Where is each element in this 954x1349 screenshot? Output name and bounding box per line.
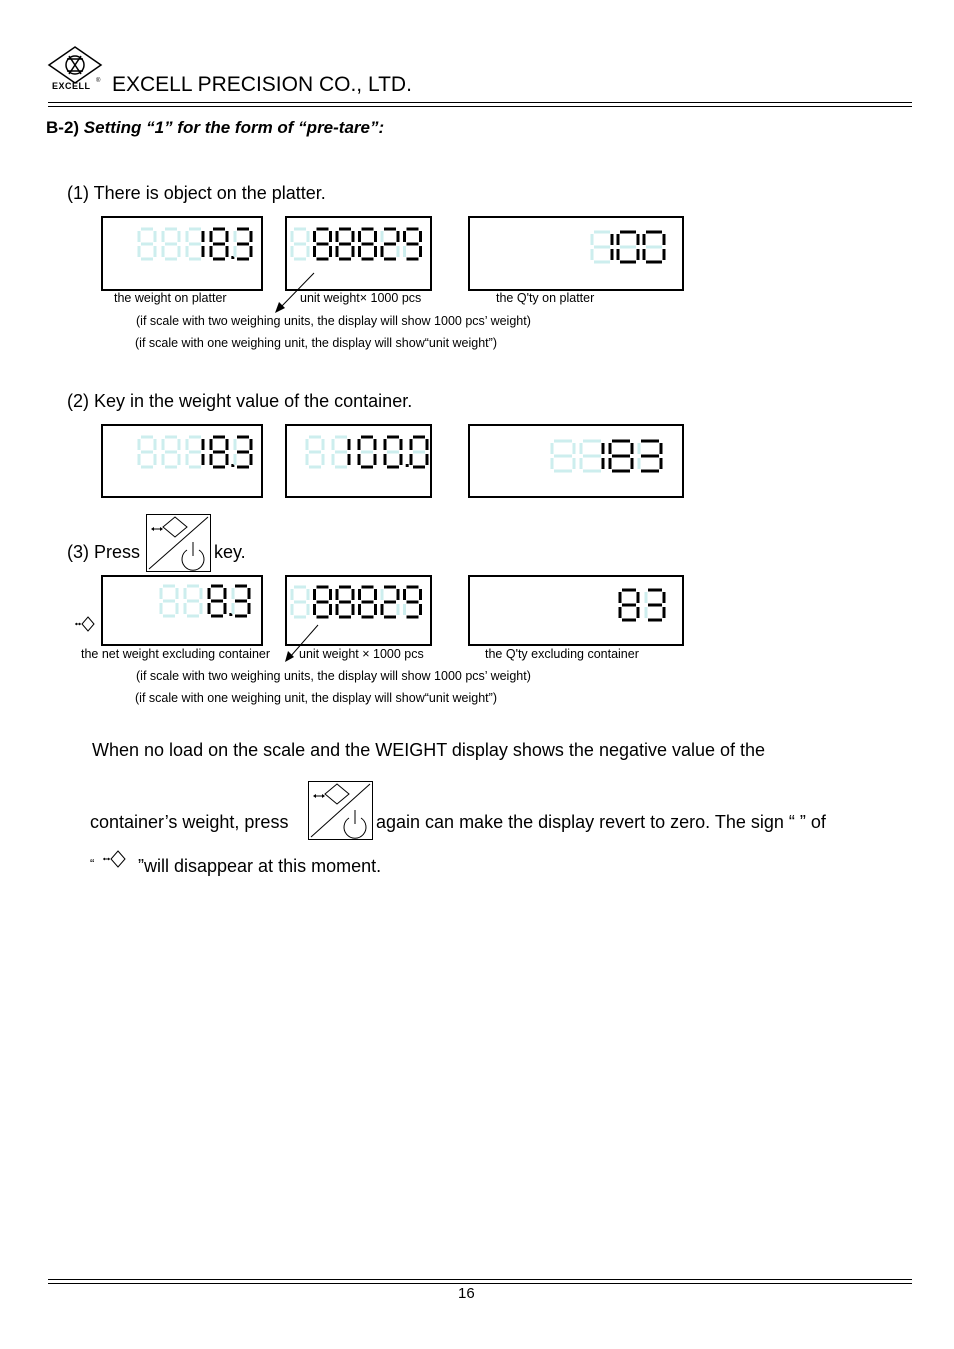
lcd-digits	[470, 218, 682, 289]
caption-weight-on-platter: the weight on platter	[114, 291, 227, 305]
caption-qty-on-platter: the Q'ty on platter	[496, 291, 595, 305]
lcd-digits	[103, 218, 261, 289]
header-rule-bottom	[48, 106, 912, 107]
tare-sign-icon	[102, 850, 126, 868]
section-title-text: Setting “1” for the form of “pre-tare”:	[83, 118, 385, 137]
step1-heading: (1) There is object on the platter.	[67, 183, 326, 203]
caption-unit-weight: unit weight × 1000 pcs	[299, 647, 424, 661]
tare-sign-icon	[74, 616, 96, 632]
header-rule-top	[48, 102, 912, 103]
company-name: EXCELL PRECISION CO., LTD.	[112, 73, 412, 96]
caption-unit-weight: unit weight× 1000 pcs	[300, 291, 422, 305]
note-one-unit: (if scale with one weighing unit, the display will show“unit weight”)	[135, 336, 497, 350]
logo-text: EXCELL	[52, 81, 91, 91]
paragraph-line2-after: again can make the display revert to zero. The sign “ ” of	[376, 812, 826, 832]
weight-display	[101, 216, 263, 291]
tare-key-button[interactable]	[308, 781, 373, 840]
tare-key-icon	[147, 515, 210, 571]
quantity-display	[468, 216, 684, 291]
lcd-digits	[103, 577, 261, 644]
note-two-units: (if scale with two weighing units, the display will show 1000 pcs’ weight)	[136, 314, 531, 328]
page-number: 16	[458, 1285, 475, 1302]
logo-registered-mark: ®	[96, 78, 101, 84]
section-title	[46, 118, 384, 138]
note-two-units: (if scale with two weighing units, the display will show 1000 pcs’ weight)	[136, 669, 531, 683]
lcd-digits	[287, 426, 430, 496]
section-prefix: B-2)	[46, 118, 80, 137]
company-logo	[47, 45, 103, 93]
footer-rule-top	[48, 1279, 912, 1280]
paragraph-line3: ”will disappear at this moment.	[138, 856, 382, 876]
step3-heading-before: (3) Press	[67, 542, 141, 562]
caption-net-qty: the Q'ty excluding container	[485, 647, 639, 661]
net-quantity-display	[468, 575, 684, 646]
tare-key-button[interactable]	[146, 514, 211, 572]
quantity-display	[468, 424, 684, 498]
step3-heading-after: key.	[214, 542, 246, 562]
lcd-decimal-point	[406, 464, 409, 467]
lcd-digits	[470, 426, 682, 496]
weight-display	[101, 424, 263, 498]
footer-rule-bottom	[48, 1283, 912, 1284]
caption-net-weight: the net weight excluding container	[81, 647, 271, 661]
paragraph-line3-open-quote: “	[90, 856, 95, 871]
step2-heading: (2) Key in the weight value of the container.	[67, 391, 413, 411]
lcd-digits	[103, 426, 261, 496]
net-weight-display	[101, 575, 263, 646]
lcd-digits	[470, 577, 682, 644]
note-one-unit: (if scale with one weighing unit, the display will show“unit weight”)	[135, 691, 497, 705]
paragraph-line2-before: container’s weight, press	[90, 812, 289, 832]
paragraph-line1: When no load on the scale and the WEIGHT display shows the negative value of the	[92, 740, 766, 760]
tare-key-icon	[309, 782, 372, 839]
unit-weight-display	[285, 424, 432, 498]
